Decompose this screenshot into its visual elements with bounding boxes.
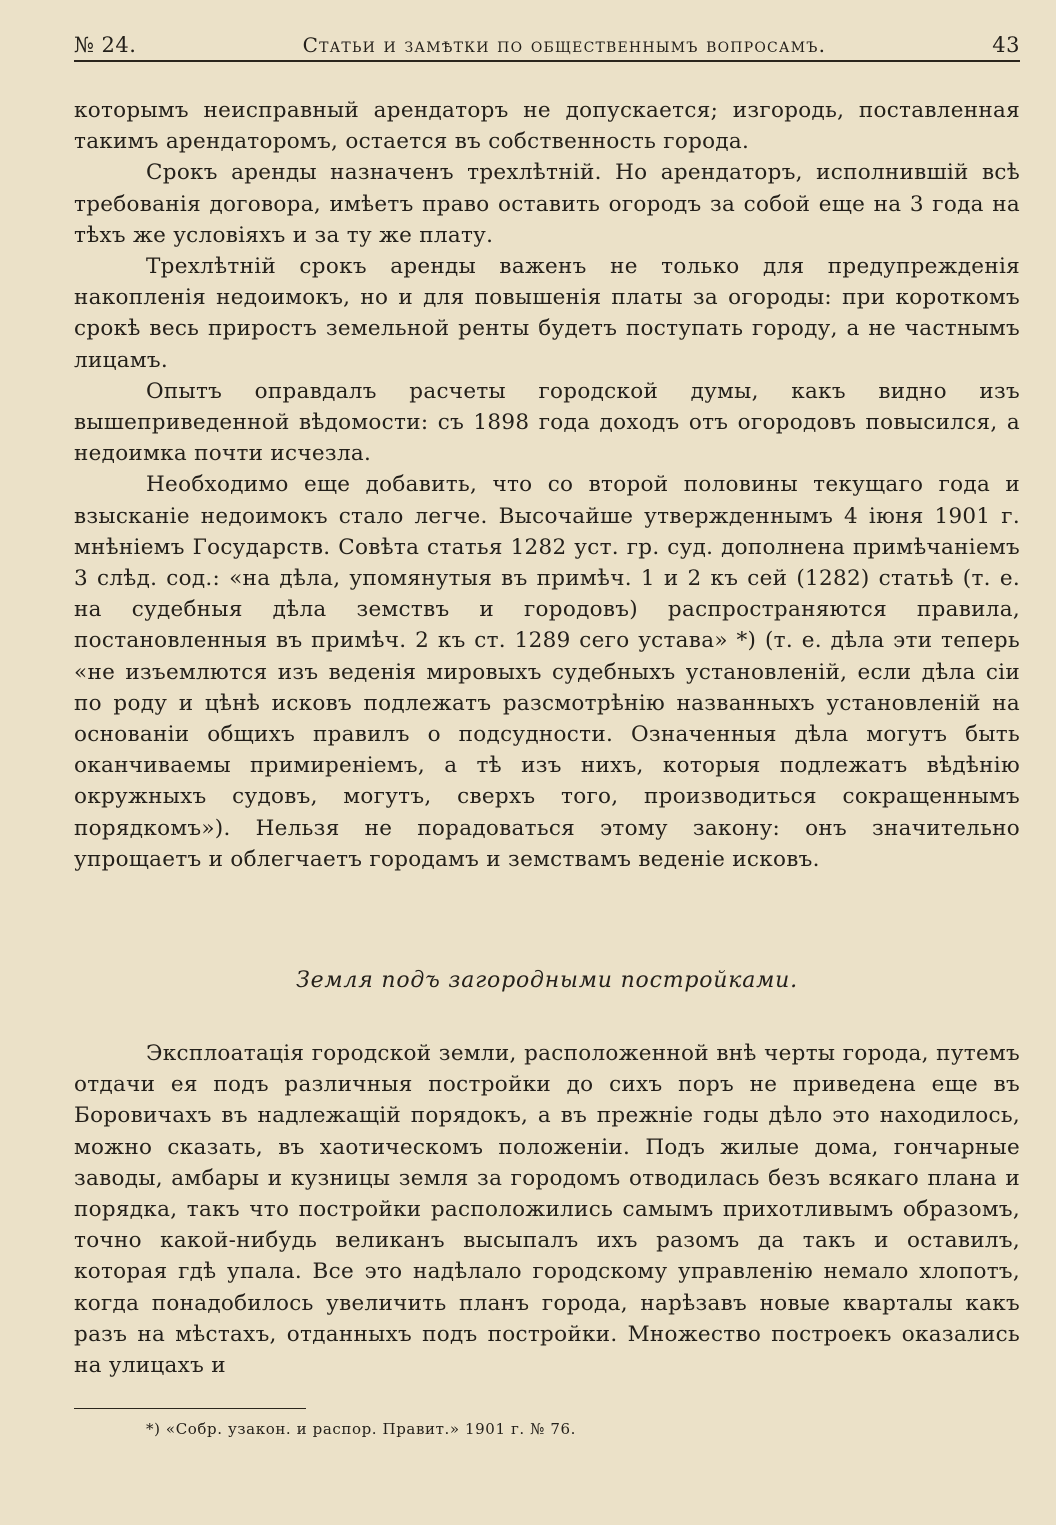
section-text [74, 1038, 1020, 1381]
paragraph: Срокъ аренды назначенъ трехлѣтній. Но арендаторъ, исполнившій всѣ требованія договора, имѣетъ право оставить огородъ за собой еще на 3 года на тѣхъ же условіяхъ и за ту же плату. [74, 160, 1020, 248]
paragraph: Необходимо еще добавить, что со второй половины текущаго года и взысканіе недоимокъ стало легче. Высочайше утвержденнымъ 4 іюня 1901 г. мнѣніемъ Государств. Совѣта статья 1282 уст. гр. суд. дополнена примѣчаніемъ 3 слѣд. сод.: «на дѣла, упомянутыя въ примѣч. 1 и 2 къ сей (1282) статьѣ (т. е. на судебныя дѣла земствъ и городовъ) распространяются правила, постановленныя въ примѣч. 2 къ ст. 1289 сего устава» *) (т. е. дѣла эти теперь «не изъемлются изъ веденія мировыхъ судебныхъ установленій, если дѣла сіи по роду и цѣнѣ исковъ подлежатъ разсмотрѣнію названныхъ установленій на основаніи общихъ правилъ о подсудности. Означенныя дѣла могутъ быть оканчиваемы примиреніемъ, а тѣ изъ нихъ, которыя подлежатъ вѣдѣнію окружныхъ судовъ, могутъ, сверхъ того, производиться сокращеннымъ порядкомъ»). Нельзя не порадоваться этому закону: онъ значительно упрощаетъ и облегчаетъ городамъ и земствамъ веденіе исковъ. [74, 472, 1020, 872]
section-paragraph: Эксплоатація городской земли, расположенной внѣ черты города, путемъ отдачи ея подъ различныя постройки до сихъ поръ не приведена еще въ Боровичахъ въ надлежащій порядокъ, а въ прежніе годы дѣло это находилось, можно сказать, въ хаотическомъ положеніи. Подъ жилые дома, гончарные заводы, амбары и кузницы земля за городомъ отводилась безъ всякаго плана и порядка, такъ что постройки расположились самымъ прихотливымъ образомъ, точно какой-нибудь великанъ высыпалъ ихъ разомъ да такъ и оставилъ, которая гдѣ упала. Все это надѣлало городскому управленію немало хлопотъ, когда понадобилось увеличить планъ города, нарѣзавъ новые кварталы какъ разъ на мѣстахъ, отданныхъ подъ постройки. Множество построекъ оказались на улицахъ и [74, 1041, 1020, 1379]
running-header [74, 30, 1020, 62]
paragraph: Трехлѣтній срокъ аренды важенъ не только для предупрежденія накопленія недоимокъ, но и для повышенія платы за огороды: при короткомъ срокѣ весь приростъ земельной ренты будетъ поступать городу, а не частнымъ лицамъ. [74, 254, 1020, 373]
paragraph-continuation: которымъ неисправный арендаторъ не допускается; изгородь, поставленная такимъ арендаторомъ, остается въ собственность города. [74, 98, 1020, 155]
main-text [74, 95, 1020, 875]
footnote: *) «Собр. узакон. и распор. Правит.» 1901 г. № 76. [146, 1420, 576, 1438]
issue-number: № 24. [74, 33, 137, 57]
page-number: 43 [992, 33, 1020, 57]
header-title: Статьи и замѣтки по общественнымъ вопросамъ. [302, 33, 827, 57]
section-heading: Земля подъ загородными постройками. [296, 968, 798, 993]
paragraph: Опытъ оправдалъ расчеты городской думы, какъ видно изъ вышеприведенной вѣдомости: съ 1898 года доходъ отъ огородовъ повысился, а недоимка почти исчезла. [74, 378, 1020, 467]
footnote-divider [74, 1408, 306, 1409]
